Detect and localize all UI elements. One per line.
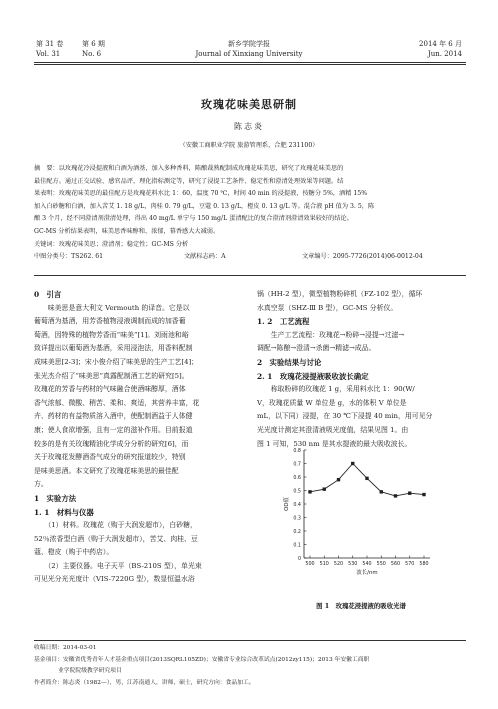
y-tick-label: 0.4 [293, 502, 301, 508]
document-code: 文献标志码：A [184, 253, 226, 261]
y-tick-label: 0.8 [293, 448, 301, 454]
text-line: 是味美思酒。本文研究了玫瑰花味美思的最佳配 [34, 466, 179, 475]
text-line: 成味美思[2-3]；宋小俊介绍了味美思的生产工艺[4]； [34, 357, 199, 366]
text-line: 生产工艺流程：玫瑰花→粉碎→浸提→过滤→ [257, 330, 405, 339]
x-tick-label: 510 [319, 562, 329, 567]
footnotes [34, 643, 466, 689]
section-1-heading: 1 实验方法 [34, 493, 77, 503]
data-point [365, 477, 368, 480]
header-rule [34, 62, 466, 63]
section-1-2-heading: 1. 2 工艺流程 [257, 317, 310, 327]
y-tick-label: 0 [297, 556, 301, 562]
x-axis-label: 波长/nm [356, 570, 378, 576]
abstract-line: 摘 要：以玫瑰花冷浸提液和白酒为酒基，加入多种香料，陈酿裁熟配制成玫瑰花味美思，研究了玫瑰花味美思的 [34, 165, 344, 172]
intro-paragraph [34, 302, 242, 492]
data-point [394, 494, 397, 497]
process-paragraph [257, 329, 465, 356]
section-2-1-heading: 2. 1 玫瑰花浸提液吸收波长确定 [257, 371, 369, 381]
text-line: 张光杰介绍了“味美思”真露配制酒工艺的研究[5]。 [34, 371, 189, 380]
x-tick-label: 530 [348, 562, 358, 567]
text-line: 称取粉碎的玫瑰花 1 g，采用料水比 1：90(W/ [257, 385, 415, 394]
x-tick-label: 540 [362, 562, 372, 567]
x-tick-label: 520 [333, 562, 344, 567]
text-line: 关于玫瑰花发酵酒香气成分的研究报道较少，特别 [34, 453, 186, 462]
text-line: 光光度计测定其澄清液吸光度值，结果见图 1。由 [257, 425, 409, 434]
text-line: 图 1 可知，530 nm 是其水提液的最大吸收波长。 [257, 439, 412, 448]
text-line: 萄酒，因特殊的植物芳香而“味美”[1]。刘雨池和峪 [34, 330, 189, 339]
text-line: V，玫瑰花质量 W 单位是 g，水的体积 V 单位是 [257, 398, 407, 407]
x-tick-label: 580 [419, 562, 429, 567]
abstract-line: 最佳配方。通过正交试验、感官品评，理化指标测定等，研究了浸提工艺条件、稳定性和澄清处理效果等问题。结 [34, 177, 344, 185]
article-author: 陈志炎 [234, 122, 264, 131]
fund-info-continued: 业学院院级教学研究项目 [58, 668, 122, 674]
section-1-1-heading: 1. 1 材料与仪器 [34, 507, 94, 517]
abstract-line: GC-MS 分析结果表明，味美思香味醇和、浓郁，幕香感大大减弱。 [34, 227, 220, 235]
y-tick-label: 0.6 [293, 475, 301, 481]
intro-heading: 0 引言 [34, 290, 62, 299]
y-tick-label: 0.5 [293, 489, 301, 495]
text-line: 卉、药材的有益物质溶入酒中，使配制酒益于人体健 [34, 412, 193, 421]
x-tick-label: 570 [405, 562, 415, 567]
y-tick-label: 0.1 [293, 543, 301, 549]
data-point [422, 493, 425, 496]
text-line: 较多的是有关玫瑰精油化学成分分析的研究[6]，而 [34, 439, 189, 448]
y-tick-label: 0.7 [293, 462, 301, 468]
clc-number: 中图分类号：TS262. 61 [34, 253, 104, 261]
figure-1-caption: 图 1 玫瑰花浸提液的吸收光谱 [316, 602, 406, 610]
text-line: 蔻、橙皮（购于中药店）。 [34, 548, 114, 557]
author-bio: 作者简介：陈志炎（1982—），男，江苏南通人，讲师，硕士，研究方向：食品加工。 [34, 679, 255, 686]
instruments-continued [257, 288, 465, 315]
abstract-line: 果表明：玫瑰花味美思的最佳配方是玫瑰花料水比 1：60，温度 70 ℃，时间 40 min 的浸提液，按糖分 5%，酒精 15% [34, 190, 368, 198]
text-line: 玫瑰花的芳香与药材的气味融合使酒味醇厚，酒体 [34, 385, 186, 394]
article-title: 玫瑰花味美思研制 [201, 98, 297, 111]
received-date: 收稿日期：2014-03-01 [34, 645, 97, 651]
data-point [408, 492, 411, 495]
section-2-heading: 2 实验结果与讨论 [257, 357, 322, 367]
header-volume-cn: 第 31 卷 [36, 40, 64, 48]
classification-row [34, 251, 466, 264]
right-column [257, 288, 465, 451]
materials-paragraph [34, 519, 242, 587]
text-line: 康；使人食欲增强，且有一定的滋补作用。目前报道 [34, 425, 193, 434]
text-line: 致详提出以葡萄酒为基酒，采用浸泡法，用香料配制 [34, 344, 193, 353]
x-tick-label: 550 [376, 562, 386, 567]
text-line: 水真空泵（SHZ-Ⅲ B 型），GC-MS 分析仪。 [257, 303, 398, 312]
fund-info: 基金项目：安徽省优秀青年人才基金重点项目(2013SQRL105ZD)；安徽省专业综合改革试点(2012zy115)；2013 年安徽工商职 [34, 656, 370, 663]
absorption-spectrum-chart [270, 440, 450, 590]
y-axis-label: OD值 [284, 497, 290, 511]
article-affiliation: （安徽工商职业学院 旅游管理系，合肥 231100） [179, 142, 319, 149]
header-date-cn: 2014 年 6 月 [419, 40, 462, 48]
header-issue-en: No. 6 [82, 50, 102, 58]
header-date-en: Jun. 2014 [427, 50, 462, 58]
data-point [308, 490, 311, 493]
header-rule-thin [34, 64, 466, 65]
abstract-line: 加入白砂糖和白酒，加入苦艾 1. 18 g/L，肉桂 0. 79 g/L，豆蔻 0. 13 g/L，橙皮 0. 13 g/L 等。混合液 pH 值为 3. 5，陈 [34, 202, 375, 210]
x-tick-label: 500 [305, 562, 315, 567]
header-journal-en: Journal of Xinxiang University [195, 50, 303, 58]
header-journal-cn: 新乡学院学报 [228, 40, 270, 48]
y-tick-label: 0.3 [293, 516, 301, 522]
text-line: 52％浓香型白酒（购于大润发超市），苦艾、肉桂、豆 [34, 534, 198, 543]
left-column [34, 288, 242, 587]
footnote-rule [34, 640, 466, 641]
y-tick-label: 0.2 [293, 529, 301, 535]
data-point [351, 462, 354, 465]
data-point [323, 487, 326, 490]
text-line: 调配→陈酿→澄清→杀菌→精滤→成品。 [257, 344, 376, 353]
header-issue-cn: 第 6 期 [82, 40, 105, 48]
x-tick-label: 560 [390, 562, 401, 567]
data-point [337, 478, 340, 481]
abstract-rule [34, 275, 466, 276]
text-line: mL，以下同）浸提，在 30 ℃下浸提 40 min，用可见分 [257, 412, 433, 421]
text-line: 锅（HH-2 型），微型植物粉碎机（FZ-102 型），循环 [257, 290, 423, 298]
article-number: 文章编号：2095-7726(2014)06-0012-04 [302, 253, 423, 261]
abstract [34, 163, 466, 264]
abstract-line: 酿 3 个月，经不同澄清剂澄清处理，得出 40 mg/L 单宁与 150 mg/L 蛋清配比的复合澄清剂澄清效果较好的结论。 [34, 215, 353, 223]
text-line: 味美思是意大利文 Vermouth 的译音。它是以 [34, 303, 190, 312]
data-point [380, 490, 383, 493]
text-line: （1）材料。玫瑰花（购于大润发超市），白砂糖， [34, 521, 197, 530]
text-line: 香气浓郁、微酸、稍苦、柔和、爽适，其营养丰富，花 [34, 398, 200, 407]
text-line: 葡萄酒为基酒，用芳香植物浸液调制而成的加香葡 [34, 317, 186, 326]
text-line: 可见光分光光度计（VIS-7220G 型），数显恒温水浴 [34, 575, 195, 584]
header-volume-en: Vol. 31 [36, 50, 61, 58]
text-line: 方。 [34, 480, 48, 489]
text-line: （2）主要仪器。电子天平（BS-210S 型），单光束 [34, 561, 202, 570]
keywords: 关键词：玫瑰花味美思；澄清剂；稳定性；GC-MS 分析 [34, 240, 189, 248]
